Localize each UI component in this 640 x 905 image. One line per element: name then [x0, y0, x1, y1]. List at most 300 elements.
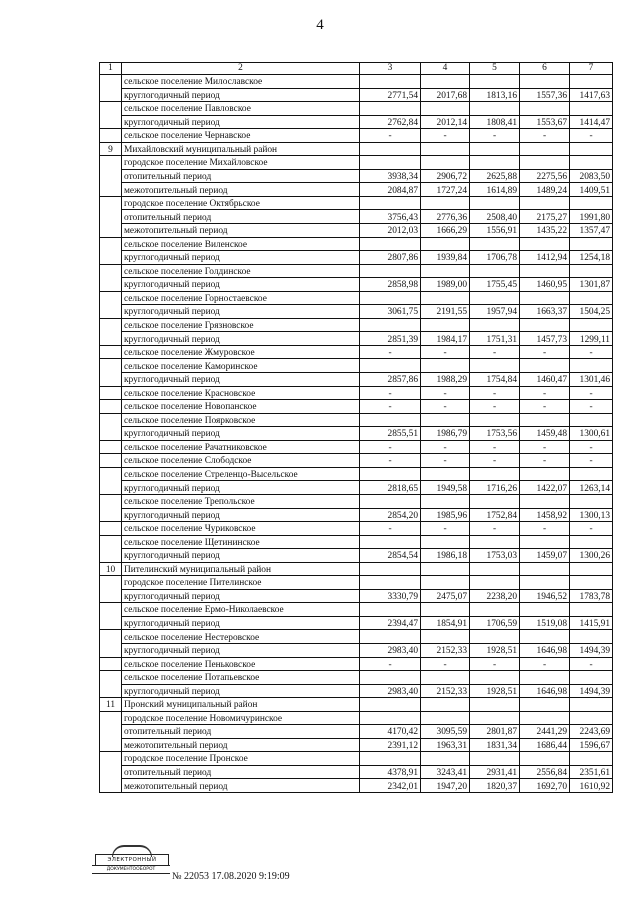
tariff-table — [99, 62, 613, 793]
value-cell-col-7 — [570, 535, 613, 549]
row-index-cell: 11 — [100, 698, 122, 712]
row-index-cell — [100, 400, 122, 414]
value-cell-col-4: 1947,20 — [421, 779, 470, 793]
value-cell-col-6: 1459,07 — [520, 549, 570, 563]
value-cell-col-7 — [570, 359, 613, 373]
row-label: круглогодичный период — [122, 589, 360, 603]
row-index-cell — [100, 494, 122, 521]
row-label: Михайловский муниципальный район — [122, 142, 360, 156]
value-cell-col-4 — [421, 630, 470, 644]
value-cell-col-7: 1610,92 — [570, 779, 613, 793]
value-cell-col-6: - — [520, 345, 570, 359]
row-label: сельское поселение Щетининское — [122, 535, 360, 549]
value-cell-col-6 — [520, 142, 570, 156]
value-cell-col-6: 1459,48 — [520, 427, 570, 441]
table-row — [100, 725, 613, 739]
row-index-cell — [100, 467, 122, 494]
table-row — [100, 291, 613, 305]
value-cell-col-7: 1409,51 — [570, 183, 613, 197]
header-cell-7: 7 — [570, 63, 613, 75]
value-cell-col-4: 1985,96 — [421, 508, 470, 522]
value-cell-col-7 — [570, 467, 613, 481]
value-cell-col-7: - — [570, 657, 613, 671]
value-cell-col-6 — [520, 494, 570, 508]
row-index-cell — [100, 345, 122, 359]
value-cell-col-4 — [421, 671, 470, 685]
table-row — [100, 643, 613, 657]
row-label: городское поселение Пронское — [122, 752, 360, 766]
header-cell-3: 3 — [360, 63, 421, 75]
value-cell-col-7 — [570, 318, 613, 332]
row-label: сельское поселение Рачатниковское — [122, 440, 360, 454]
value-cell-col-4: 3243,41 — [421, 765, 470, 779]
value-cell-col-3: - — [360, 454, 421, 468]
value-cell-col-4: 1989,00 — [421, 278, 470, 292]
value-cell-col-4: 2017,68 — [421, 88, 470, 102]
value-cell-col-5: 1614,89 — [470, 183, 520, 197]
value-cell-col-5 — [470, 671, 520, 685]
document-footer — [92, 844, 332, 882]
table-row — [100, 522, 613, 536]
value-cell-col-3: 4170,42 — [360, 725, 421, 739]
value-cell-col-4: 1949,58 — [421, 481, 470, 495]
value-cell-col-5 — [470, 291, 520, 305]
table-row — [100, 88, 613, 102]
table-row — [100, 467, 613, 481]
row-index-cell: 10 — [100, 562, 122, 576]
value-cell-col-3: - — [360, 129, 421, 143]
row-index-cell — [100, 671, 122, 698]
value-cell-col-6: 1457,73 — [520, 332, 570, 346]
value-cell-col-5: 2931,41 — [470, 765, 520, 779]
value-cell-col-3: 3938,34 — [360, 169, 421, 183]
value-cell-col-4 — [421, 75, 470, 89]
value-cell-col-5 — [470, 752, 520, 766]
table-row — [100, 481, 613, 495]
row-label: круглогодичный период — [122, 373, 360, 387]
value-cell-col-3 — [360, 196, 421, 210]
value-cell-col-4: - — [421, 454, 470, 468]
value-cell-col-7: 1301,46 — [570, 373, 613, 387]
row-index-cell — [100, 75, 122, 102]
value-cell-col-5: 1716,26 — [470, 481, 520, 495]
value-cell-col-7 — [570, 75, 613, 89]
value-cell-col-7: - — [570, 345, 613, 359]
value-cell-col-3 — [360, 671, 421, 685]
page-number: 4 — [316, 17, 324, 33]
value-cell-col-4: 1986,79 — [421, 427, 470, 441]
row-label: круглогодичный период — [122, 481, 360, 495]
value-cell-col-7 — [570, 156, 613, 170]
row-label: городское поселение Пителинское — [122, 576, 360, 590]
value-cell-col-4: 2191,55 — [421, 305, 470, 319]
value-cell-col-3: 2394,47 — [360, 616, 421, 630]
value-cell-col-4 — [421, 156, 470, 170]
value-cell-col-7: 2243,69 — [570, 725, 613, 739]
value-cell-col-7: 1991,80 — [570, 210, 613, 224]
value-cell-col-5: 1753,56 — [470, 427, 520, 441]
row-index-cell — [100, 657, 122, 671]
row-label: сельское поселение Поярковское — [122, 413, 360, 427]
value-cell-col-6: 2556,84 — [520, 765, 570, 779]
value-cell-col-5: - — [470, 386, 520, 400]
table-row — [100, 508, 613, 522]
header-cell-1: 1 — [100, 63, 122, 75]
row-index-cell — [100, 196, 122, 237]
value-cell-col-3 — [360, 562, 421, 576]
value-cell-col-6 — [520, 156, 570, 170]
value-cell-col-6 — [520, 359, 570, 373]
table-row — [100, 549, 613, 563]
row-label: круглогодичный период — [122, 305, 360, 319]
row-index-cell — [100, 603, 122, 630]
table-row — [100, 386, 613, 400]
header-cell-2: 2 — [122, 63, 360, 75]
row-label: сельское поселение Стреленцо-Высельское — [122, 467, 360, 481]
value-cell-col-5 — [470, 75, 520, 89]
value-cell-col-4 — [421, 291, 470, 305]
value-cell-col-5 — [470, 359, 520, 373]
value-cell-col-3: - — [360, 522, 421, 536]
value-cell-col-4: 1984,17 — [421, 332, 470, 346]
table-row — [100, 359, 613, 373]
row-label: круглогодичный период — [122, 684, 360, 698]
table-row — [100, 332, 613, 346]
table-row — [100, 562, 613, 576]
table-row — [100, 576, 613, 590]
value-cell-col-7: - — [570, 440, 613, 454]
value-cell-col-3: 2818,65 — [360, 481, 421, 495]
row-label: межотопительный период — [122, 738, 360, 752]
table-row — [100, 616, 613, 630]
value-cell-col-4: 1854,91 — [421, 616, 470, 630]
value-cell-col-3 — [360, 264, 421, 278]
row-index-cell — [100, 711, 122, 752]
value-cell-col-5 — [470, 237, 520, 251]
value-cell-col-7: 1254,18 — [570, 251, 613, 265]
value-cell-col-5: - — [470, 400, 520, 414]
row-label: сельское поселение Трепольское — [122, 494, 360, 508]
row-label: круглогодичный период — [122, 115, 360, 129]
value-cell-col-3: 2983,40 — [360, 684, 421, 698]
value-cell-col-6: - — [520, 454, 570, 468]
value-cell-col-3 — [360, 698, 421, 712]
value-cell-col-4 — [421, 494, 470, 508]
value-cell-col-6: 1553,67 — [520, 115, 570, 129]
value-cell-col-4: 2152,33 — [421, 643, 470, 657]
value-cell-col-4: - — [421, 440, 470, 454]
value-cell-col-7: 1414,47 — [570, 115, 613, 129]
row-label: сельское поселение Нестеровское — [122, 630, 360, 644]
value-cell-col-6: 1646,98 — [520, 643, 570, 657]
value-cell-col-7: 1301,87 — [570, 278, 613, 292]
value-cell-col-4 — [421, 318, 470, 332]
value-cell-col-7: - — [570, 129, 613, 143]
value-cell-col-7 — [570, 711, 613, 725]
value-cell-col-3 — [360, 156, 421, 170]
value-cell-col-3: 2855,51 — [360, 427, 421, 441]
value-cell-col-7 — [570, 494, 613, 508]
value-cell-col-3: 2983,40 — [360, 643, 421, 657]
value-cell-col-6 — [520, 535, 570, 549]
value-cell-col-3 — [360, 102, 421, 116]
value-cell-col-7 — [570, 671, 613, 685]
value-cell-col-4: 2012,14 — [421, 115, 470, 129]
value-cell-col-5: 1752,84 — [470, 508, 520, 522]
value-cell-col-4: - — [421, 345, 470, 359]
table-row — [100, 115, 613, 129]
row-label: сельское поселение Каморинское — [122, 359, 360, 373]
row-index-cell — [100, 237, 122, 264]
row-index-cell — [100, 291, 122, 318]
value-cell-col-4 — [421, 752, 470, 766]
row-label: межотопительный период — [122, 183, 360, 197]
value-cell-col-6 — [520, 318, 570, 332]
table-row — [100, 278, 613, 292]
value-cell-col-5 — [470, 711, 520, 725]
value-cell-col-6: 2175,27 — [520, 210, 570, 224]
value-cell-col-6: - — [520, 440, 570, 454]
row-label: сельское поселение Виленское — [122, 237, 360, 251]
value-cell-col-3: 2342,01 — [360, 779, 421, 793]
row-index-cell — [100, 630, 122, 657]
table-row — [100, 603, 613, 617]
value-cell-col-3 — [360, 291, 421, 305]
value-cell-col-4: 3095,59 — [421, 725, 470, 739]
value-cell-col-3: - — [360, 345, 421, 359]
row-label: сельское поселение Горностаевское — [122, 291, 360, 305]
value-cell-col-3 — [360, 318, 421, 332]
table-row — [100, 305, 613, 319]
value-cell-col-5: 2508,40 — [470, 210, 520, 224]
row-label: городское поселение Октябрьское — [122, 196, 360, 210]
value-cell-col-7 — [570, 562, 613, 576]
value-cell-col-5 — [470, 535, 520, 549]
value-cell-col-5: 2625,88 — [470, 169, 520, 183]
value-cell-col-3: 2391,12 — [360, 738, 421, 752]
row-index-cell — [100, 752, 122, 793]
row-label: сельское поселение Чернавское — [122, 129, 360, 143]
value-cell-col-5 — [470, 264, 520, 278]
table-row — [100, 535, 613, 549]
header-cell-5: 5 — [470, 63, 520, 75]
value-cell-col-6 — [520, 291, 570, 305]
value-cell-col-5: 1751,31 — [470, 332, 520, 346]
value-cell-col-6: 1435,22 — [520, 224, 570, 238]
table-row — [100, 142, 613, 156]
value-cell-col-5: 1928,51 — [470, 643, 520, 657]
value-cell-col-5 — [470, 603, 520, 617]
value-cell-col-5 — [470, 562, 520, 576]
value-cell-col-4: 1727,24 — [421, 183, 470, 197]
value-cell-col-6: - — [520, 386, 570, 400]
value-cell-col-4: - — [421, 657, 470, 671]
value-cell-col-4 — [421, 264, 470, 278]
value-cell-col-7: 1494,39 — [570, 643, 613, 657]
row-label: сельское поселение Чуриковское — [122, 522, 360, 536]
value-cell-col-5: - — [470, 522, 520, 536]
value-cell-col-7: 1300,26 — [570, 549, 613, 563]
table-row — [100, 169, 613, 183]
value-cell-col-5: - — [470, 345, 520, 359]
value-cell-col-6 — [520, 711, 570, 725]
value-cell-col-3: 2762,84 — [360, 115, 421, 129]
value-cell-col-7 — [570, 102, 613, 116]
row-label: отопительный период — [122, 169, 360, 183]
value-cell-col-6: 2441,29 — [520, 725, 570, 739]
row-label: городское поселение Новомичуринское — [122, 711, 360, 725]
row-label: сельское поселение Голдинское — [122, 264, 360, 278]
value-cell-col-7: - — [570, 386, 613, 400]
table-row — [100, 210, 613, 224]
row-label: отопительный период — [122, 725, 360, 739]
row-label: круглогодичный период — [122, 332, 360, 346]
value-cell-col-6 — [520, 752, 570, 766]
table-row — [100, 494, 613, 508]
row-label: межотопительный период — [122, 224, 360, 238]
value-cell-col-7: 1299,11 — [570, 332, 613, 346]
value-cell-col-5 — [470, 467, 520, 481]
value-cell-col-6: 1686,44 — [520, 738, 570, 752]
row-index-cell — [100, 522, 122, 536]
table-row — [100, 765, 613, 779]
value-cell-col-4 — [421, 698, 470, 712]
value-cell-col-5 — [470, 142, 520, 156]
value-cell-col-4: - — [421, 129, 470, 143]
row-label: круглогодичный период — [122, 508, 360, 522]
value-cell-col-7 — [570, 237, 613, 251]
table-row — [100, 413, 613, 427]
value-cell-col-5 — [470, 413, 520, 427]
value-cell-col-6 — [520, 698, 570, 712]
value-cell-col-3: 3061,75 — [360, 305, 421, 319]
value-cell-col-3 — [360, 494, 421, 508]
row-index-cell — [100, 413, 122, 440]
row-index-cell — [100, 454, 122, 468]
value-cell-col-4 — [421, 359, 470, 373]
value-cell-col-5: 1706,78 — [470, 251, 520, 265]
row-label: круглогодичный период — [122, 643, 360, 657]
row-label: круглогодичный период — [122, 251, 360, 265]
row-label: сельское поселение Слободское — [122, 454, 360, 468]
value-cell-col-3 — [360, 711, 421, 725]
table-row — [100, 684, 613, 698]
table-row — [100, 454, 613, 468]
value-cell-col-7 — [570, 142, 613, 156]
registration-number: № 22053 17.08.2020 9:19:09 — [172, 871, 290, 882]
value-cell-col-6: 1458,92 — [520, 508, 570, 522]
table-row — [100, 183, 613, 197]
value-cell-col-3: 2771,54 — [360, 88, 421, 102]
value-cell-col-6: 1557,36 — [520, 88, 570, 102]
value-cell-col-4 — [421, 603, 470, 617]
value-cell-col-3: 2854,54 — [360, 549, 421, 563]
value-cell-col-5 — [470, 630, 520, 644]
value-cell-col-6: 1460,95 — [520, 278, 570, 292]
row-label: сельское поселение Павловское — [122, 102, 360, 116]
value-cell-col-6: 1489,24 — [520, 183, 570, 197]
value-cell-col-6 — [520, 413, 570, 427]
value-cell-col-7: 1417,63 — [570, 88, 613, 102]
table-row — [100, 318, 613, 332]
table-row — [100, 711, 613, 725]
value-cell-col-5: 1831,34 — [470, 738, 520, 752]
table-row — [100, 373, 613, 387]
value-cell-col-5 — [470, 698, 520, 712]
table-row — [100, 345, 613, 359]
value-cell-col-6: 1422,07 — [520, 481, 570, 495]
value-cell-col-7: - — [570, 522, 613, 536]
value-cell-col-7: 2083,50 — [570, 169, 613, 183]
value-cell-col-6: - — [520, 657, 570, 671]
value-cell-col-7 — [570, 603, 613, 617]
value-cell-col-4: 1963,31 — [421, 738, 470, 752]
value-cell-col-6 — [520, 630, 570, 644]
value-cell-col-6 — [520, 75, 570, 89]
header-cell-4: 4 — [421, 63, 470, 75]
value-cell-col-4: 1939,84 — [421, 251, 470, 265]
value-cell-col-7 — [570, 413, 613, 427]
value-cell-col-6: - — [520, 400, 570, 414]
row-label: сельское поселение Новопанское — [122, 400, 360, 414]
value-cell-col-4: 2776,36 — [421, 210, 470, 224]
row-label: круглогодичный период — [122, 278, 360, 292]
value-cell-col-3 — [360, 576, 421, 590]
value-cell-col-6 — [520, 671, 570, 685]
value-cell-col-7: 1596,67 — [570, 738, 613, 752]
value-cell-col-4: 1666,29 — [421, 224, 470, 238]
value-cell-col-5: - — [470, 657, 520, 671]
value-cell-col-7: 1415,91 — [570, 616, 613, 630]
value-cell-col-5 — [470, 576, 520, 590]
value-cell-col-6 — [520, 196, 570, 210]
value-cell-col-6: 1946,52 — [520, 589, 570, 603]
table-row — [100, 400, 613, 414]
value-cell-col-3 — [360, 630, 421, 644]
value-cell-col-6 — [520, 264, 570, 278]
value-cell-col-6: 1460,47 — [520, 373, 570, 387]
value-cell-col-6 — [520, 562, 570, 576]
value-cell-col-7: 1494,39 — [570, 684, 613, 698]
value-cell-col-5: 1808,41 — [470, 115, 520, 129]
value-cell-col-3: 3330,79 — [360, 589, 421, 603]
value-cell-col-3 — [360, 75, 421, 89]
value-cell-col-3: 2858,98 — [360, 278, 421, 292]
row-index-cell — [100, 129, 122, 143]
row-index-cell — [100, 386, 122, 400]
value-cell-col-5: 1754,84 — [470, 373, 520, 387]
table-row — [100, 698, 613, 712]
row-index-cell — [100, 576, 122, 603]
row-label: круглогодичный период — [122, 616, 360, 630]
value-cell-col-3: 2084,87 — [360, 183, 421, 197]
value-cell-col-7: 1300,61 — [570, 427, 613, 441]
value-cell-col-5: - — [470, 129, 520, 143]
row-label: сельское поселение Грязновское — [122, 318, 360, 332]
value-cell-col-5: 1755,45 — [470, 278, 520, 292]
table-row — [100, 102, 613, 116]
table-row — [100, 264, 613, 278]
value-cell-col-3: 2854,20 — [360, 508, 421, 522]
table-row — [100, 156, 613, 170]
value-cell-col-5: 2238,20 — [470, 589, 520, 603]
value-cell-col-4: 2475,07 — [421, 589, 470, 603]
value-cell-col-4 — [421, 196, 470, 210]
table-row — [100, 738, 613, 752]
value-cell-col-5: 2801,87 — [470, 725, 520, 739]
table-row — [100, 657, 613, 671]
value-cell-col-6: 2275,56 — [520, 169, 570, 183]
